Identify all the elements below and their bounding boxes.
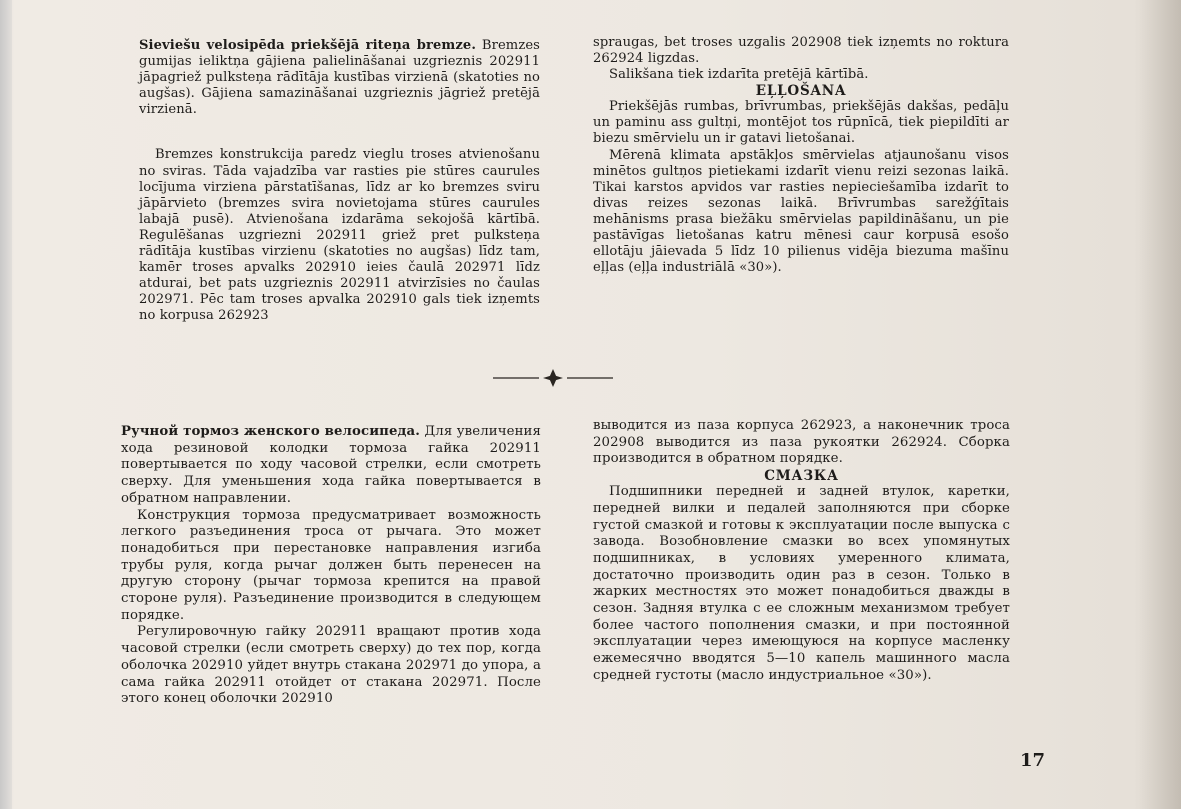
russian-brake-paragraph-2: Конструкция тормоза предусматривает возможность легкого разъединения троса от рычага. Это может понадобиться при перестановке направления изгиба трубы руля, когда рычаг должен быть перенесен на другую сторону (рычаг тормоза крепится на правой стороне руля). Разъединение производится в следующем порядке.: [121, 507, 541, 623]
russian-brake-text-1: Для увеличения хода резиновой колодки тормоза гайка 202911 повертывается по ходу часовой стрелки, если смотреть сверху. Для уменьшения хода гайка повертывается в обратном направлении.: [121, 424, 542, 506]
russian-lubrication-heading: СМАЗКА: [764, 468, 839, 485]
latvian-lubrication-heading: EĻĻOŠANA: [755, 83, 847, 100]
page-number: 17: [1020, 750, 1046, 771]
latvian-brake-paragraph-2: Bremzes konstrukcija paredz vieglu troses atvienošanu no sviras. Tāda vajadzība var rasties pie stūres caurules locījuma virziena pārstatīšanas, līdz ar ko bremzes sviru jāpārvieto (bremzes svira novietojama stūres caurules labajā pusē). Atvienošana izdarāma sekojošā kārtībā. Regulēšanas uzgriezni 202911 griež pret pulksteņa rādītāja kustības virzienu (skatoties no augšas) līdz tam, kamēr troses apvalks 202910 ieies čaulā 202971 līdz atdurai, bet pats uzgrieznis 202911 atvirzīsies no čaulas 202971. Pēc tam troses apvalka 202910 gals tiek izņemts no korpusa 262923: [139, 147, 540, 324]
page-edge: [0, 0, 12, 809]
latvian-lubrication-paragraph-2: Mērenā klimata apstākļos smērvielas atjaunošanu visos minētos gultņos pietiekami izdarīt vienu reizi sezonas laikā. Tikai karstos apvidos var rasties nepieciešamība izdarīt to divas reizes sezonas laikā. Brīvrumbas sarežģītais mehānisms prasa biežāku smērvielas papildināšanu, un pie pastāvīgas lietošanas katru mēnesi caur korpusā esošo ellotāju jāievada 5 līdz 10 pilienus vidēja biezuma mašīnu eļļas (eļļa industriālā «30»).: [593, 147, 1009, 276]
russian-brake-column: [121, 424, 541, 708]
latvian-lubrication-paragraph-1: Priekšējās rumbas, brīvrumbas, priekšējās dakšas, pedāļu un paminu ass gultņi, montējot tos rūpnīcā, tiek piepildīti ar biezu smērvielu un ir gatavi lietošanai.: [593, 99, 1009, 147]
latvian-brake-heading: Sieviešu velosipēda priekšējā riteņa bremze.: [139, 38, 476, 53]
latvian-brake-text-1: Bremzes gumijas ieliktņa gājiena palielināšanai uzgrieznis 202911 jāpagriež pulksteņa rādītāja kustības virzienā (skatoties no augšas). Gājiena samazināšanai uzgrieznis jāgriež pretējā virzienā.: [139, 38, 540, 118]
latvian-lubrication-column: [593, 35, 1009, 276]
latvian-continuation-1: spraugas, bet troses uzgalis 202908 tiek izņemts no roktura 262924 ligzdas.: [593, 35, 1009, 67]
russian-brake-heading: Ручной тормоз женского велосипеда.: [121, 424, 420, 439]
latvian-continuation-2: Salikšana tiek izdarīta pretējā kārtībā.: [609, 67, 869, 83]
russian-brake-paragraph-3: Регулировочную гайку 202911 вращают против хода часовой стрелки (если смотреть сверху) до тех пор, когда оболочка 202910 уйдет внутрь стакана 202971 до упора, а сама гайка 202911 отойдет от стакана 202971. После этого конец оболочки 202910: [121, 624, 541, 707]
russian-lubrication-paragraph-1: Подшипники передней и задней втулок, каретки, передней вилки и педалей заполняются при сборке густой смазкой и готовы к эксплуатации после выпуска с завода. Возобновление смазки во всех упомянутых подшипниках, в условиях умеренного климата, достаточно производить один раз в сезон. Только в жарких местностях это может понадобиться дважды в сезон. Задняя втулка с ее сложным механизмом требует более частого пополнения смазки, и при постоянной эксплуатации через имеющуюся на корпусе масленку ежемесячно вводятся 5—10 капель машинного масла средней густоты (масло индустриальное «30»).: [593, 484, 1010, 683]
section-divider-ornament: [493, 368, 613, 388]
russian-continuation-1: выводится из паза корпуса 262923, а наконечник троса 202908 выводится из паза рукоятки 262924. Сборка производится в обратном порядке.: [593, 418, 1010, 467]
russian-lubrication-column: [593, 418, 1010, 685]
page-shadow: [1140, 0, 1181, 809]
russian-brake-paragraph-1: [121, 424, 541, 508]
latvian-brake-column: [139, 38, 540, 325]
latvian-brake-paragraph-1: [139, 38, 540, 118]
